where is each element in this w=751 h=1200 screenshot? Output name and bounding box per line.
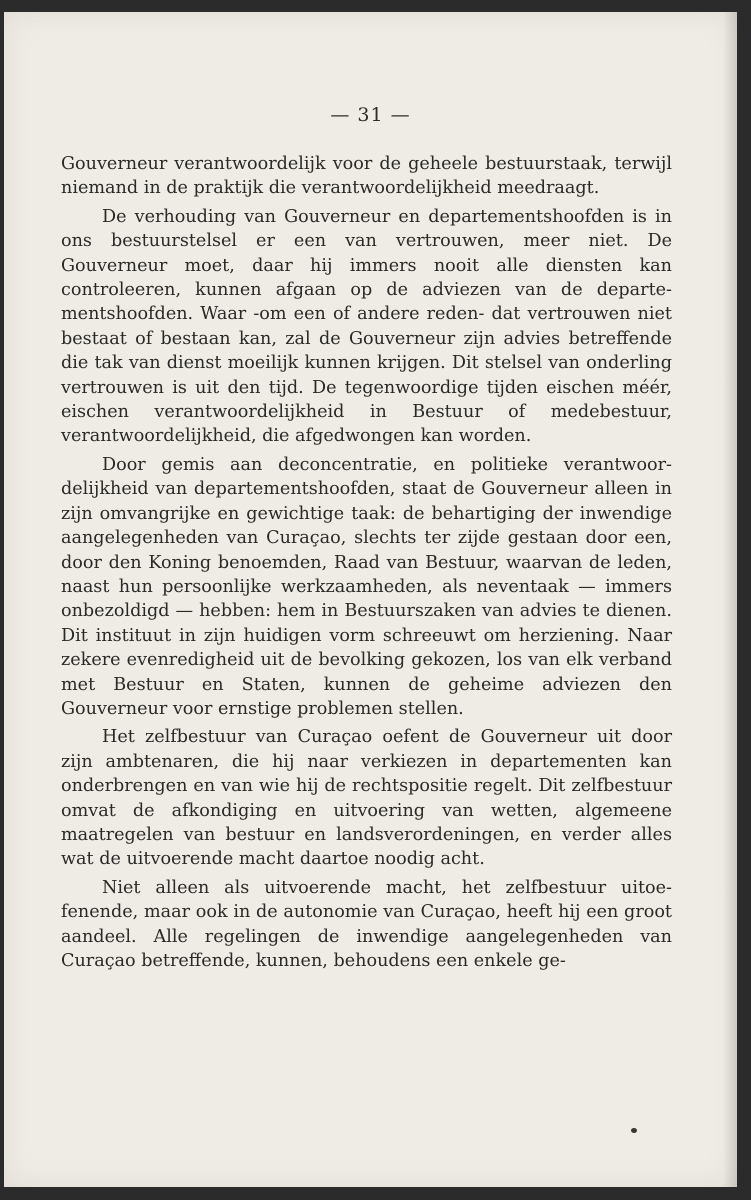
paragraph-3: Door gemis aan deconcentratie, en politieke verantwoordelijkheid van departementshoofden, staat de Gouverneur alleen in zijn omvangrijke en gewichtige taak: de behartiging der inwendige aangelegenheden van Curaçao, slechts ter zijde gestaan door een, door den Koning benoemden, Raad van Bestuur, waarvan de leden, naast hun persoonlijke werkzaamheden, als neventaak — immers onbezoldigd — hebben: hem in Bestuurszaken van advies te dienen. Dit instituut in zijn huidigen vorm schreeuwt om herziening. Naar zekere evenredigheid uit de bevolking gekozen, los van elk verband met Bestuur en Staten, kunnen de geheime adviezen den Gouverneur voor ernstige problemen stellen. <box>61 454 672 719</box>
paragraph-2: De verhouding van Gouverneur en departementshoofden is in ons bestuurstelsel er een van vertrouwen, meer niet. De Gouverneur moet, daar hij immers nooit alle diensten kan controleeren, kunnen afgaan op de adviezen van de departementshoofden. Waar -om een of andere reden- dat vertrouwen niet bestaat of bestaan kan, zal de Gouverneur zijn advies betreffende die tak van dienst moeilijk kunnen krijgen. Dit stelsel van onderling vertrouwen is uit den tijd. De tegenwoordige tijden eischen méér, eischen verantwoordelijkheid in Bestuur of medebestuur, verantwoordelijkheid, die afgedwongen kan worden. <box>61 206 672 447</box>
paragraph-5: Niet alleen als uitvoerende macht, het zelfbestuur uitoefenende, maar ook in de autonomie van Curaçao, heeft hij een groot aandeel. Alle regelingen de inwendige aangelegenheden van Curaçao betreffende, kunnen, behoudens een enkele ge- <box>61 877 672 971</box>
page-number: — 31 — <box>330 104 411 126</box>
body-text <box>61 152 672 977</box>
paragraph-4: Het zelfbestuur van Curaçao oefent de Gouverneur uit door zijn ambtenaren, die hij naar verkiezen in departementen kan onderbrengen en van wie hij de rechtspositie regelt. Dit zelfbestuur omvat de afkondiging en uitvoering van wetten, algemeene maatregelen van bestuur en landsverordeningen, en verder alles wat de uitvoerende macht daartoe noodig acht. <box>61 727 672 870</box>
paragraph-1: Gouverneur verantwoordelijk voor de geheele bestuurstaak, terwijl niemand in de praktijk die verantwoordelijkheid meedraagt. <box>61 154 672 199</box>
ink-speck <box>631 1128 637 1133</box>
book-page <box>4 12 737 1187</box>
